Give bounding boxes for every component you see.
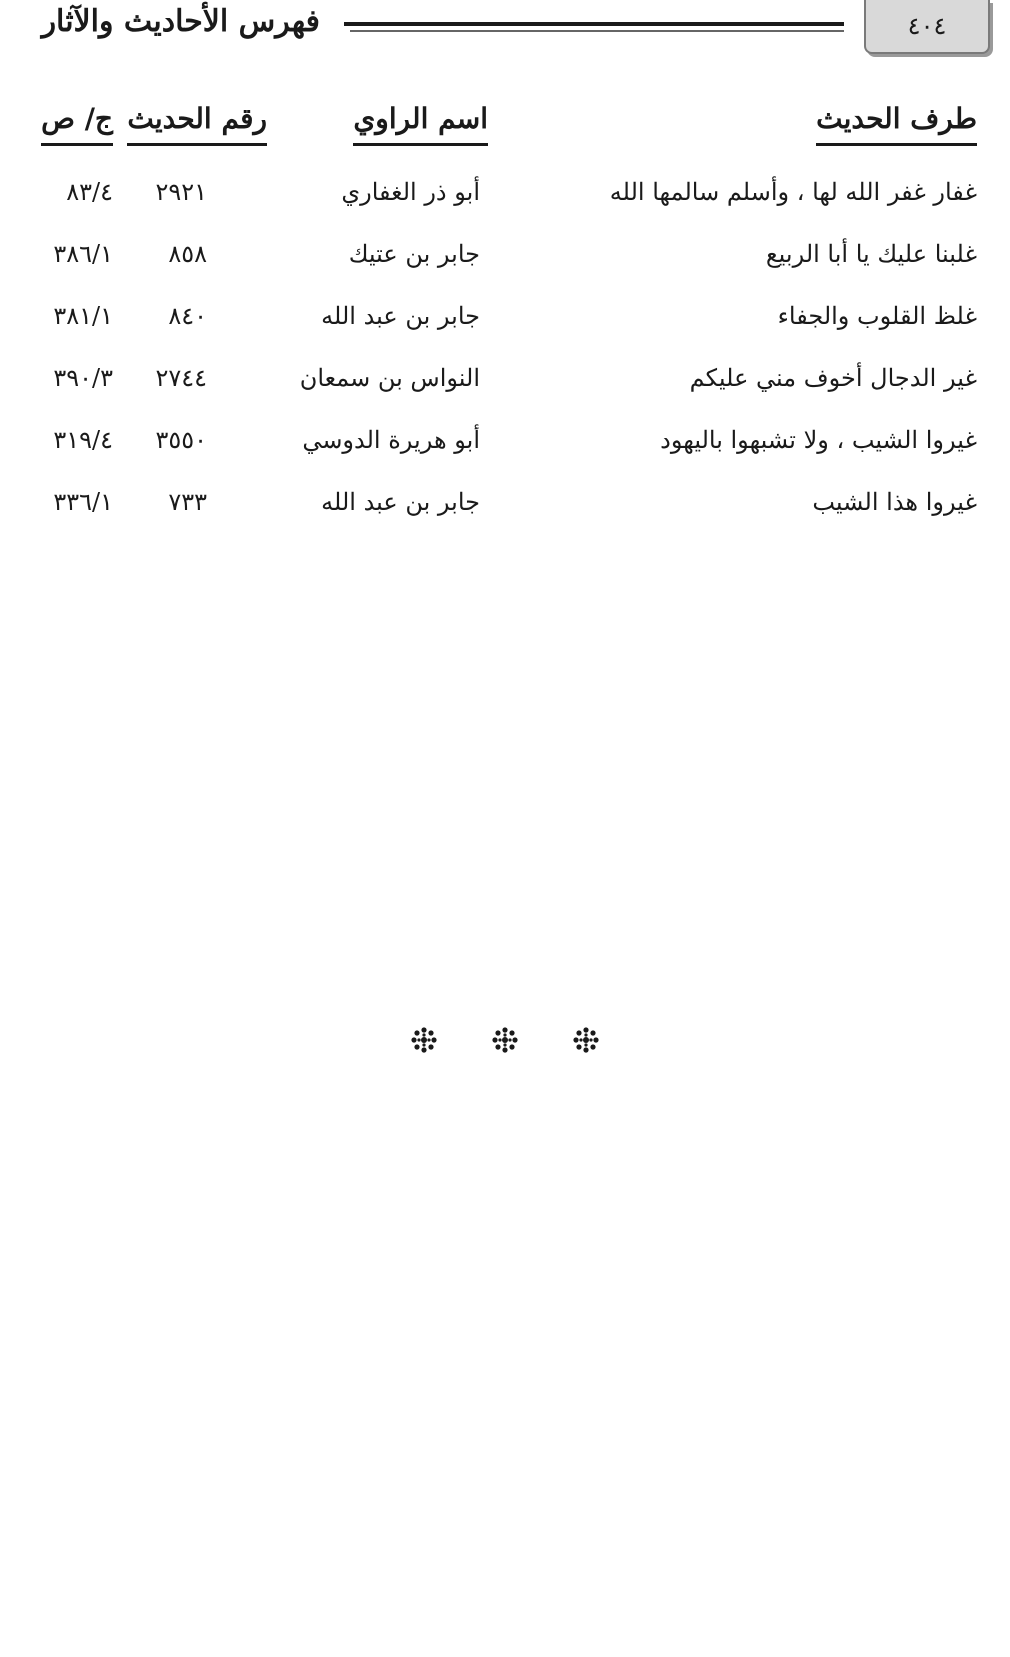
hadith-start: غلظ القلوب والجفاء xyxy=(777,302,977,330)
hadith-start: غفار غفر الله لها ، وأسلم سالمها الله xyxy=(609,178,977,206)
section-end-ornaments xyxy=(410,1020,600,1060)
narrator: جابر بن عبد الله xyxy=(321,488,480,516)
hadith-number: ٢٧٤٤ xyxy=(155,364,207,392)
narrator: النواس بن سمعان xyxy=(299,364,480,392)
page-number xyxy=(864,0,990,54)
volume-page: ٣٣٦/١ xyxy=(53,488,113,516)
hadith-start: غلبنا عليك يا أبا الربيع xyxy=(765,240,977,268)
hadith-number: ٨٥٨ xyxy=(168,240,207,268)
narrator: أبو هريرة الدوسي xyxy=(302,426,480,454)
hadith-start: غير الدجال أخوف مني عليكم xyxy=(689,364,977,392)
header-rule xyxy=(344,22,844,26)
rosette-ornament-icon xyxy=(491,1026,519,1054)
volume-page: ٣١٩/٤ xyxy=(53,426,113,454)
column-header-narrator: اسم الراوي xyxy=(353,102,488,146)
hadith-start: غيروا الشيب ، ولا تشبهوا باليهود xyxy=(660,426,977,454)
table-row xyxy=(0,488,1010,528)
volume-page: ٣٨١/١ xyxy=(53,302,113,330)
running-title: فهرس الأحاديث والآثار xyxy=(41,4,320,39)
header-rule-thin xyxy=(350,30,844,32)
hadith-number: ٧٣٣ xyxy=(168,488,207,516)
hadith-number: ٨٤٠ xyxy=(168,302,207,330)
table-row xyxy=(0,302,1010,342)
narrator: أبو ذر الغفاري xyxy=(341,178,480,206)
volume-page: ٣٨٦/١ xyxy=(53,240,113,268)
table-row xyxy=(0,240,1010,280)
hadith-start: غيروا هذا الشيب xyxy=(812,488,977,516)
table-row xyxy=(0,426,1010,466)
narrator: جابر بن عبد الله xyxy=(321,302,480,330)
volume-page: ٣٩٠/٣ xyxy=(53,364,113,392)
rosette-ornament-icon xyxy=(410,1026,438,1054)
column-header-hadith-start: طرف الحديث xyxy=(816,102,977,146)
hadith-number: ٢٩٢١ xyxy=(155,178,207,206)
rosette-ornament-icon xyxy=(572,1026,600,1054)
hadith-number: ٣٥٥٠ xyxy=(155,426,207,454)
volume-page: ٨٣/٤ xyxy=(66,178,113,206)
table-row xyxy=(0,178,1010,218)
narrator: جابر بن عتيك xyxy=(348,240,480,268)
column-header-hadith-number: رقم الحديث xyxy=(127,102,267,146)
page-number-text: ٤٠٤ xyxy=(907,12,947,40)
column-header-volume-page: ج/ ص xyxy=(41,102,113,146)
table-row xyxy=(0,364,1010,404)
